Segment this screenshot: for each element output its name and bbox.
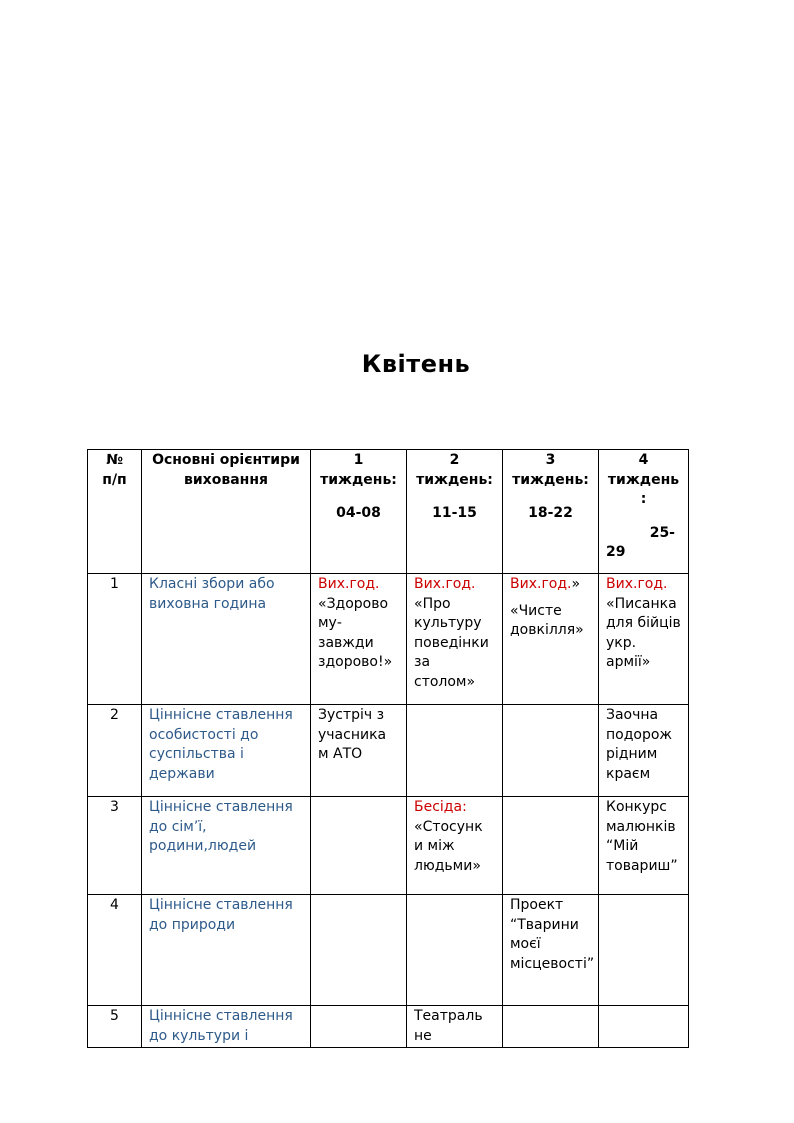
week-4-cell: Конкурс малюнків “Мій товариш” [599, 797, 689, 895]
table-row [88, 705, 689, 797]
week-2-cell [407, 797, 503, 895]
week-1-dates: 04-08 [336, 505, 381, 521]
week-2-cell [407, 705, 503, 797]
week-3-cell [503, 574, 599, 705]
week-4-cell: Заочна подорож рідним краєм [599, 705, 689, 797]
header-week-1 [311, 450, 407, 574]
event-title: «Стосунк и між людьми» [414, 818, 483, 874]
week-2-cell [407, 895, 503, 1006]
week-3-cell [503, 1006, 599, 1048]
header-orientation: Основні орієнтири виховання [142, 450, 311, 574]
table-header-row [88, 450, 689, 574]
row-number: 2 [88, 705, 142, 797]
header-num-abbr: п/п [102, 471, 127, 488]
event-title: «Чисте довкілля» [510, 602, 584, 638]
header-week-4 [599, 450, 689, 574]
week-4-label: 4 тиждень [607, 452, 680, 488]
week-2-dates: 11-15 [432, 505, 477, 521]
week-1-cell [311, 895, 407, 1006]
header-week-3 [503, 450, 599, 574]
header-num [88, 450, 142, 574]
table-row [88, 895, 689, 1006]
event-type: Вих.год. [606, 576, 668, 592]
week-4-cell [599, 574, 689, 705]
table-row [88, 574, 689, 705]
header-num-symbol: № [106, 452, 123, 468]
page-title: Квітень [361, 350, 471, 378]
week-3-cell [503, 705, 599, 797]
event-type: Бесіда: [414, 799, 467, 815]
header-week-2 [407, 450, 503, 574]
event-type: Вих.год. [318, 576, 380, 592]
event-title: «Здорово му- завжди здорово!» [318, 595, 393, 670]
week-2-cell [407, 574, 503, 705]
week-1-cell [311, 574, 407, 705]
orientation-cell: Ціннісне ставлення до сім’ї, родини,людей [142, 797, 311, 895]
event-title: «Писанка для бійців укр. армії» [606, 595, 681, 670]
event-type: Вих.год. [414, 576, 476, 592]
week-1-cell [311, 797, 407, 895]
table-row [88, 1006, 689, 1048]
orientation-cell: Ціннісне ставлення до природи [142, 895, 311, 1006]
week-2-cell: Театраль не [407, 1006, 503, 1048]
row-number: 5 [88, 1006, 142, 1048]
event-title: «Про культуру поведінки за столом» [414, 595, 489, 690]
week-3-dates: 18-22 [528, 505, 573, 521]
week-1-label: 1 тиждень: [320, 452, 397, 488]
week-4-colon: : [640, 491, 647, 507]
week-4-dates-end: 29 [606, 544, 626, 560]
orientation-cell: Ціннісне ставлення до культури і [142, 1006, 311, 1048]
week-4-cell [599, 1006, 689, 1048]
table-row [88, 797, 689, 895]
week-4-cell [599, 895, 689, 1006]
april-plan-table [87, 449, 689, 1048]
week-1-cell: Зустріч з учасника м АТО [311, 705, 407, 797]
week-4-dates: 25- [649, 524, 675, 541]
week-3-cell: Проект “Тварини моєї місцевості” [503, 895, 599, 1006]
orientation-cell: Класні збори або виховна година [142, 574, 311, 705]
week-3-cell [503, 797, 599, 895]
row-number: 4 [88, 895, 142, 1006]
week-3-label: 3 тиждень: [512, 452, 589, 488]
event-type: Вих.год. [510, 576, 572, 592]
event-type-mark: » [571, 576, 581, 592]
row-number: 1 [88, 574, 142, 705]
week-2-label: 2 тиждень: [416, 452, 493, 488]
week-1-cell [311, 1006, 407, 1048]
row-number: 3 [88, 797, 142, 895]
orientation-cell: Ціннісне ставлення особистості до суспільства і держави [142, 705, 311, 797]
